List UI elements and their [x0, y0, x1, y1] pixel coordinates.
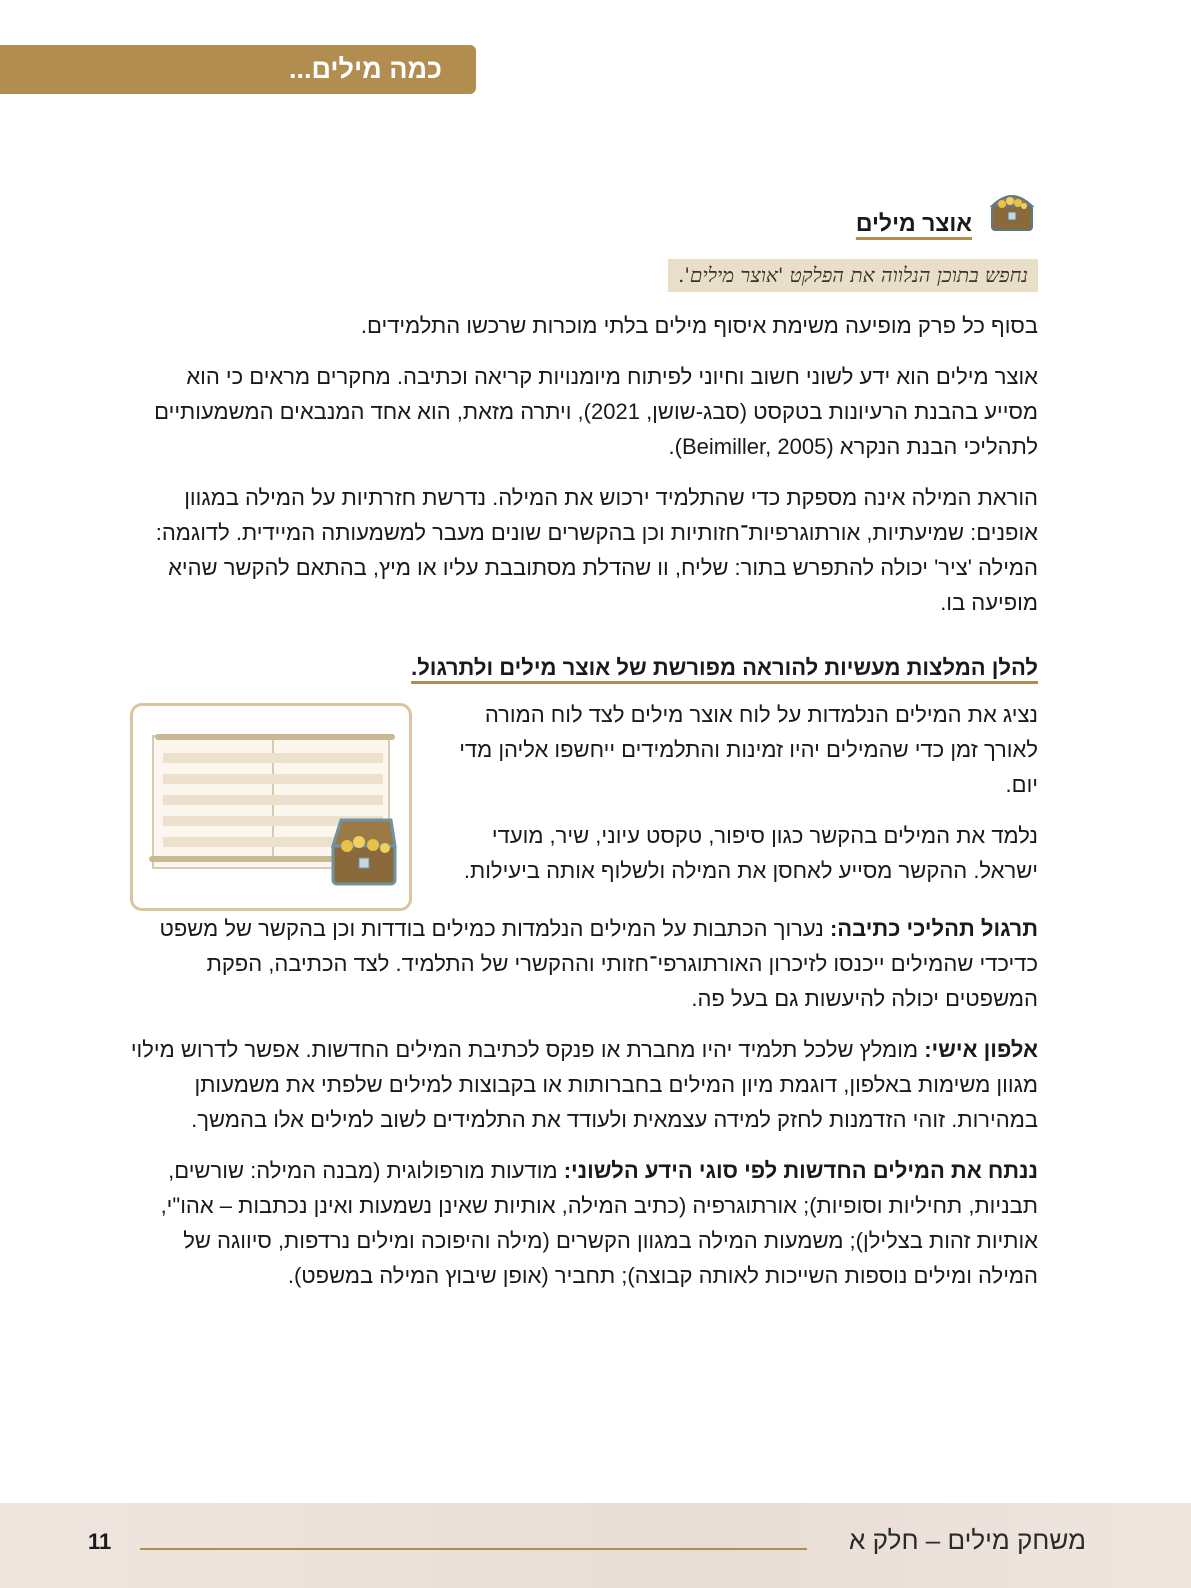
board-section — [130, 697, 1038, 911]
recommendation-3-label: תרגול תהליכי כתיבה: — [829, 916, 1038, 941]
footer-divider — [140, 1548, 807, 1550]
book-title: משחק מילים – חלק א — [849, 1525, 1086, 1555]
recommendation-4-text: מומלץ שלכל תלמיד יהיו מחברת או פנקס לכתיבת המילים החדשות. אפשר לדרוש מילוי מגוון משימות באלפון, דוגמת מיון המילים בחברותות או בקבוצות למילים שלפתי את משמעותן במהירות. זוהי הזדמנות לחזק למידה עצמאית ולעודד את התלמידים לשוב למילים אלו בהמשך. — [130, 1037, 1038, 1132]
recommendations-heading: להלן המלצות מעשיות להוראה מפורשת של אוצר מילים ולתרגול. — [411, 655, 1038, 680]
recommendation-2: נלמד את המילים בהקשר כגון סיפור, טקסט עיוני, שיר, מועדי ישראל. ההקשר מסייע לאחסן את המילה ולשלוף אותה ביעילות. — [463, 823, 1038, 883]
recommendation-3 — [130, 911, 1038, 1016]
paragraph-2: אוצר מילים הוא ידע לשוני חשוב וחיוני לפיתוח מיומנויות קריאה וכתיבה. מחקרים מראים כי הוא מסייע בהבנת הרעיונות בטקסט (סבג-שושן, 2021), ויתרה מזאת, הוא אחד המנבאים המשמעותיים לתהליכי הבנת הנקרא (Beimiller, 2005). — [154, 364, 1038, 459]
treasure-chest-icon — [986, 180, 1038, 241]
recommendation-4-label: אלפון אישי: — [924, 1037, 1038, 1062]
section-title: אוצר מילים — [855, 210, 972, 236]
recommendation-5-text: מודעות מורפולוגית (מבנה המילה: שורשים, תבניות, תחיליות וסופיות); אורתוגרפיה (כתיב המילה, אותיות שאינן נשמעות ואינן נכתבות – אהו"י, אותיות זהות בצלילן); משמעות המילה במגוון הקשרים (מילה והיפוכה ומילים נרדפות, סיווגה של המילה ומילים נוספות השייכות לאותה קבוצה); תחביר (אופן שיבוץ המילה במשפט). — [160, 1158, 1038, 1288]
recommendation-3-text: נערוך הכתבות על המילים הנלמדות כמילים בודדות וכן בהקשר של משפט כדיכדי שהמילים ייכנסו לזיכרון האורתוגרפי־חזותי וההקשרי של התלמיד. לצד הכתיבה, הפקת המשפטים יכולה להיעשות גם בעל פה. — [159, 916, 1038, 1011]
recommendation-1: נציג את המילים הנלמדות על לוח אוצר מילים לצד לוח המורה לאורך זמן כדי שהמילים יהיו זמינות והתלמידים ייחשפו אליהן מדי יום. — [459, 702, 1038, 797]
recommendation-5 — [130, 1153, 1038, 1293]
page-number: 11 — [88, 1529, 112, 1554]
resource-note: נחפש בתוכן הנלווה את הפלקט 'אוצר מילים'. — [668, 259, 1038, 292]
page-footer — [0, 1503, 1191, 1588]
recommendation-5-label: ננתח את המילים החדשות לפי סוגי הידע הלשוני: — [563, 1158, 1038, 1183]
recommendation-4 — [130, 1032, 1038, 1137]
section-header — [130, 180, 1038, 241]
paragraph-3: הוראת המילה אינה מספקת כדי שהתלמיד ירכוש את המילה. נדרשת חזרתיות על המילה במגוון אופנים: שמיעתיות, אורתוגרפיות־חזותיות וכן בהקשרים שונים מעבר למשמעותה המיידית. לדוגמה: המילה 'ציר' יכולה להתפרש בתור: שליח, וו שהדלת מסתובבת עליו או מיץ, בהתאם להקשר שהיא מופיעה בו. — [155, 485, 1038, 615]
paragraph-1: בסוף כל פרק מופיעה משימת איסוף מילים בלתי מוכרות שרכשו התלמידים. — [360, 313, 1038, 338]
word-board-illustration — [130, 703, 412, 911]
chapter-tab: כמה מילים... — [0, 45, 476, 94]
board-text — [438, 697, 1038, 904]
main-content — [130, 180, 1038, 1309]
